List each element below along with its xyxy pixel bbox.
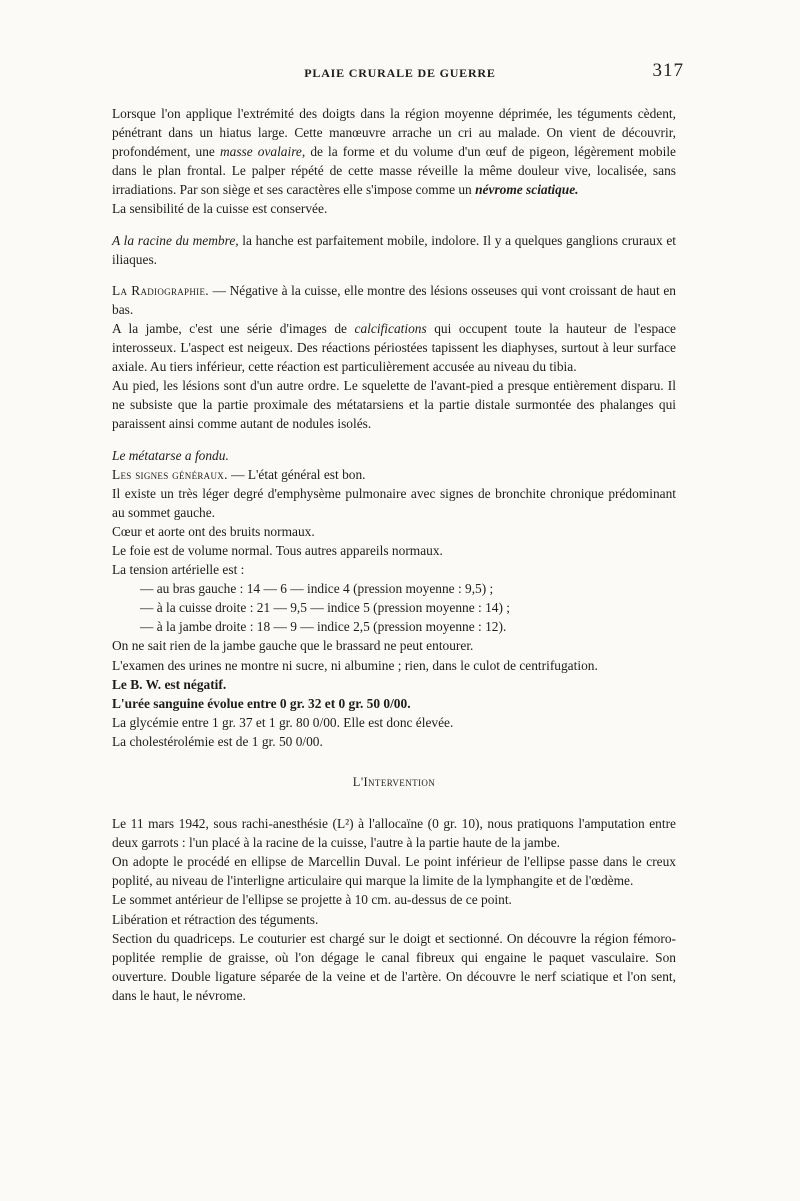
paragraph: A la jambe, c'est une série d'images de calcifications qui occupent toute la hauteur de l'espace interosseux. L'aspect est neigeux. Des réactions périostées tapissent les diaphyses, surtout à leur surface axiale. Au tiers inférieur, cette réaction est particulièrement accusée au niveau du tibia.: [112, 320, 676, 375]
tension-line: — à la jambe droite : 18 — 9 — indice 2,5 (pression moyenne : 12).: [140, 619, 507, 635]
paragraph: Les signes généraux. — L'état général est bon.: [112, 466, 366, 482]
paragraph: La Radiographie. — Négative à la cuisse, elle montre des lésions osseuses qui vont croissant de haut en bas.: [112, 282, 676, 317]
paragraph: Le sommet antérieur de l'ellipse se projette à 10 cm. au-dessus de ce point.: [112, 892, 512, 908]
paragraph: Il existe un très léger degré d'emphysème pulmonaire avec signes de bronchite chronique prédominant au sommet gauche.: [112, 485, 676, 520]
paragraph: La tension artérielle est :: [112, 562, 245, 578]
paragraph: A la racine du membre, la hanche est parfaitement mobile, indolore. Il y a quelques ganglions cruraux et iliaques.: [112, 232, 676, 267]
paragraph: Section du quadriceps. Le couturier est chargé sur le doigt et sectionné. On découvre la région fémoro-poplitée remplie de graisse, où l'on dégage le canal fibreux qui engaine le paquet vasculaire. Son ouverture. Double ligature séparée de la veine et de l'artère. On découvre le nerf sciatique et l'on sent, dans le haut, le névrome.: [112, 930, 676, 1003]
paragraph: L'urée sanguine évolue entre 0 gr. 32 et 0 gr. 50 0/00.: [112, 695, 411, 711]
paragraph: Le foie est de volume normal. Tous autres appareils normaux.: [112, 542, 443, 558]
tension-line: — au bras gauche : 14 — 6 — indice 4 (pression moyenne : 9,5) ;: [140, 581, 494, 597]
paragraph: On ne sait rien de la jambe gauche que le brassard ne peut entourer.: [112, 638, 474, 654]
running-title: PLAIE CRURALE DE GUERRE: [304, 66, 496, 80]
section-heading: L'Intervention: [352, 775, 436, 789]
paragraph: Cœur et aorte ont des bruits normaux.: [112, 523, 315, 539]
page-number: 317: [652, 60, 684, 81]
tension-line: — à la cuisse droite : 21 — 9,5 — indice 5 (pression moyenne : 14) ;: [140, 600, 511, 616]
paragraph: Le métatarse a fondu.: [112, 447, 229, 463]
body-text: [112, 104, 676, 1005]
paragraph: Le B. W. est négatif.: [112, 676, 227, 692]
paragraph: La glycémie entre 1 gr. 37 et 1 gr. 80 0/00. Elle est donc élevée.: [112, 714, 454, 730]
paragraph: Le 11 mars 1942, sous rachi-anesthésie (L²) à l'allocaïne (0 gr. 10), nous pratiquons l'amputation entre deux garrots : l'un placé à la racine de la cuisse, l'autre à la partie haute de la jambe.: [112, 816, 676, 851]
paragraph: L'examen des urines ne montre ni sucre, ni albumine ; rien, dans le culot de centrifugation.: [112, 657, 598, 673]
paragraph: On adopte le procédé en ellipse de Marcellin Duval. Le point inférieur de l'ellipse passe dans le creux poplité, au niveau de l'interligne articulaire qui marque la limite de la lymphangite et de l'œdème.: [112, 854, 676, 889]
paragraph: La cholestérolémie est de 1 gr. 50 0/00.: [112, 733, 323, 749]
paragraph: Libération et rétraction des téguments.: [112, 911, 319, 927]
paragraph: Lorsque l'on applique l'extrémité des doigts dans la région moyenne déprimée, les téguments cèdent, pénétrant dans un hiatus large. Cette manœuvre arrache un cri au malade. On vient de découvrir, profondément, une masse ovalaire, de la forme et du volume d'un œuf de pigeon, légèrement mobile dans le plan frontal. Le palper répété de cette masse réveille la même douleur vive, localisée, sans irradiations. Par son siège et ses caractères elle s'impose comme un névrome sciatique.: [112, 106, 676, 198]
paragraph: Au pied, les lésions sont d'un autre ordre. Le squelette de l'avant-pied a presque entièrement disparu. Il ne subsiste que la partie proximale des métatarsiens et la partie distale surmontée des phalanges qui paraissent ainsi comme autant de nodules isolés.: [112, 378, 676, 432]
paragraph: La sensibilité de la cuisse est conservée.: [112, 201, 328, 217]
